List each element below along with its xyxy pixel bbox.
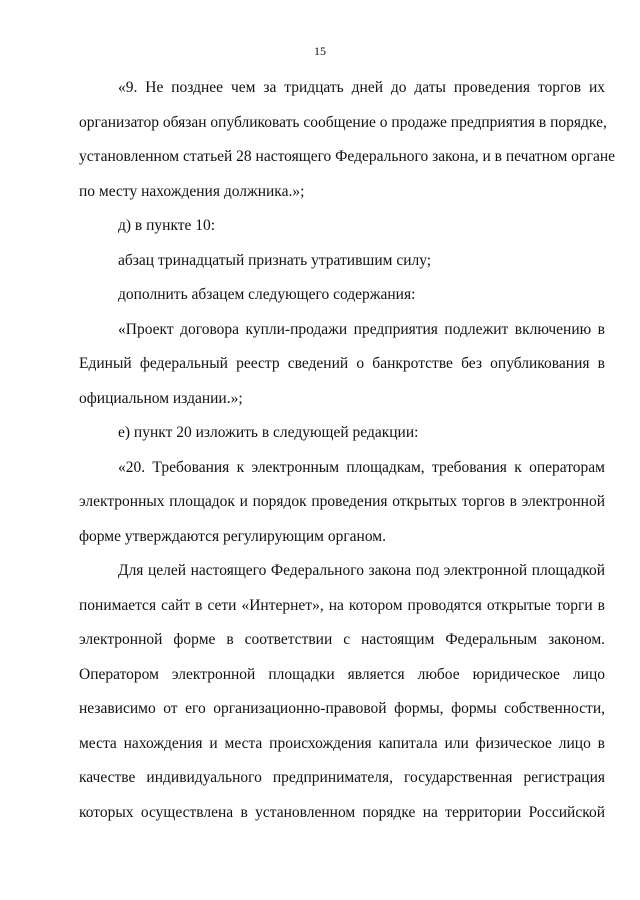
page-number: 15 xyxy=(314,44,326,58)
text-line: которых осуществлена в установленном порядке на территории Российской xyxy=(79,803,605,821)
text-line: «20. Требования к электронным площадкам, требования к операторам xyxy=(118,458,605,476)
text-line: Для целей настоящего Федерального закона под электронной площадкой xyxy=(118,562,605,579)
document-body xyxy=(79,78,616,837)
text-line: Единый федеральный реестр сведений о банкротстве без опубликования в xyxy=(79,355,605,372)
text-line: е) пункт 20 изложить в следующей редакции: xyxy=(118,424,419,441)
text-line: «9. Не позднее чем за тридцать дней до даты проведения торгов их xyxy=(118,79,605,96)
text-line: по месту нахождения должника.»; xyxy=(79,182,305,200)
text-line: д) в пункте 10: xyxy=(118,217,216,234)
text-line: места нахождения и места происхождения капитала или физическое лицо в xyxy=(79,734,605,752)
text-line: независимо от его организационно-правовой формы, формы собственности, xyxy=(79,700,605,717)
text-line: «Проект договора купли-продажи предприятия подлежит включению в xyxy=(118,320,605,338)
text-line: дополнить абзацем следующего содержания: xyxy=(118,286,416,303)
text-line: абзац тринадцатый признать утратившим силу; xyxy=(118,251,432,269)
text-line: организатор обязан опубликовать сообщение о продаже предприятия в порядке, xyxy=(79,113,607,131)
text-line: Оператором электронной площадки является любое юридическое лицо xyxy=(79,665,605,683)
text-line: установленном статьей 28 настоящего Федерального закона, и в печатном органе xyxy=(79,148,616,165)
text-line: форме утверждаются регулирующим органом. xyxy=(79,527,386,545)
text-line: качестве индивидуального предпринимателя, государственная регистрация xyxy=(79,769,605,786)
text-line: электронных площадок и порядок проведения открытых торгов в электронной xyxy=(79,493,605,510)
text-line: электронной форме в соответствии с настоящим Федеральным законом. xyxy=(79,631,605,648)
text-line: понимается сайт в сети «Интернет», на котором проводятся открытые торги в xyxy=(79,596,605,614)
text-line: официальном издании.»; xyxy=(79,389,243,407)
